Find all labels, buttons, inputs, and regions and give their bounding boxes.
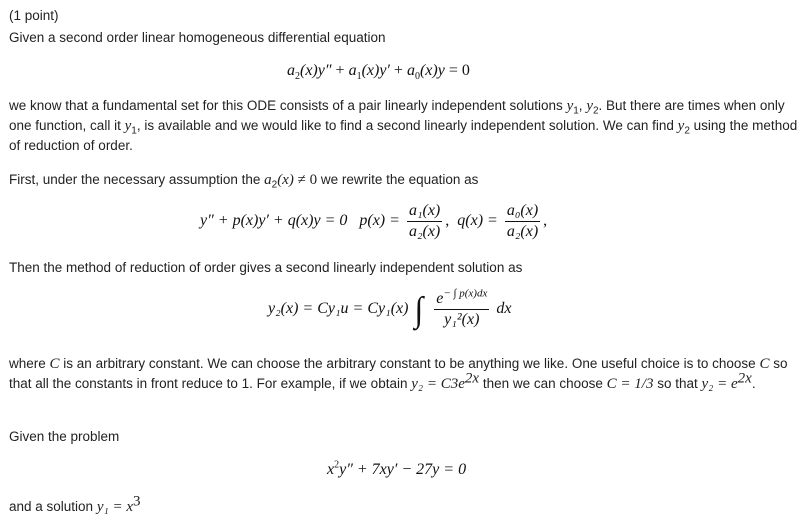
intro-text: Given a second order linear homogeneous differential equation [9, 30, 386, 45]
general-ode-equation: $a_2(x)y'' + a_1(x)y' + a_0(x)y = 0$ [287, 62, 470, 83]
integral-sign: ∫ [414, 289, 424, 329]
assumption-paragraph: First, under the necessary assumption the $a_2(x) \ne 0$ we rewrite the equation as [9, 172, 479, 191]
standard-form-equation: y″ + p(x)y′ + q(x)y = 0 p(x) = $\frac{\text{a₁(x)}}{\text{a₂(x)}}$ , q(x) = $\frac{\text{a₀(x)}}{\text{a₂(x)}}$ , [200, 202, 548, 240]
reduction-formula: y₂(x) = Cy₁u = Cy₁(x) ∫ $\frac{e^{- \int p(x)dx}}{\text{y₁²(x)}}$ dx [268, 287, 512, 329]
given-problem-text: Given the problem [9, 429, 120, 444]
constant-choice-paragraph: where C is an arbitrary constant. We can choose the arbitrary constant to be anything we like. One useful choice is to choose C so that all the constants in front reduce to 1. For example, if we obtain $y_2 = C3e^{2x}$ then we can choose C = 1/3 so that $y_2 = e^{2x}$. [9, 356, 788, 392]
problem-equation: $x^2y'' + 7xy' - 27y = 0$ [327, 459, 467, 478]
known-solution-text: and a solution $y_1 = x^3$ [9, 493, 141, 515]
reduction-method-text: Then the method of reduction of order gives a second linearly independent solution as [9, 260, 523, 275]
fundamental-set-paragraph: we know that a fundamental set for this ODE consists of a pair linearly independent solutions $y_1$, $y_2$. But there are times when only one function, call it $y_1$, is available and we would like to find a second linearly independent solution. We can find $y_2$ using the method of reduction of order. [9, 98, 798, 153]
points-label: (1 point) [9, 8, 59, 23]
